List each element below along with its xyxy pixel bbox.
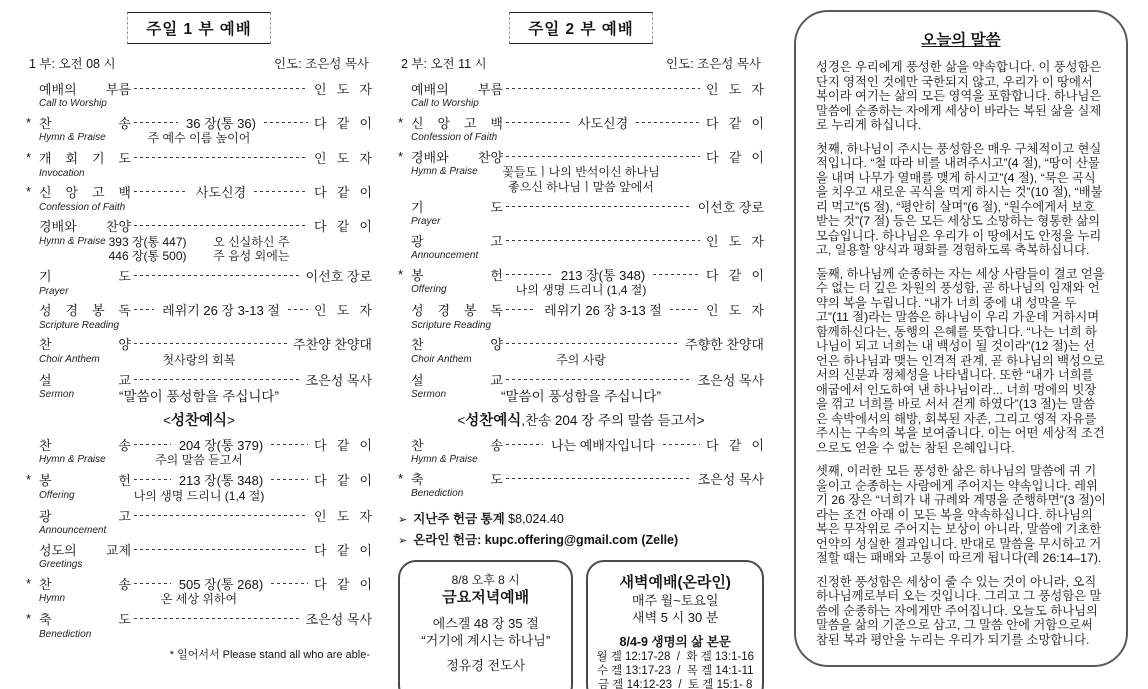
service-item [26,370,372,406]
service-item-subline [398,487,764,500]
dotted-leader [134,88,308,89]
item-note: 주의 말씀 듣고서 [155,453,243,467]
service-time: 2 부: 오전 11 시 [401,57,487,71]
item-english-label: Hymn & Praise [39,132,106,143]
friday-service-box-line: 8/8 오후 8 시 [451,573,520,587]
stand-asterisk: * [26,150,32,165]
service-item [398,113,764,144]
item-performer: 다 같 이 [706,267,765,283]
offering-note-rest: $8,024.40 [504,512,564,526]
item-label: 찬 양 [411,337,503,352]
item-english-label: Sermon [39,389,75,400]
item-english-label: Choir Anthem [411,353,472,365]
item-performer: 인 도 자 [706,303,764,318]
heading-rest-text: ,찬송 204 장 주의 말씀 듣고서 [521,413,697,428]
service-item-line [398,231,764,249]
item-center-text: 레위기 26 장 3-13 절 [162,303,280,318]
item-performer: 다 같 이 [314,437,373,453]
service-item-subline [26,592,372,607]
service-item-line [26,435,372,453]
service-item-line [398,370,764,388]
item-english-label: Benediction [39,628,92,640]
service-item-subline [26,97,372,110]
service-item [26,79,372,110]
item-center-text: 사도신경 [577,115,629,131]
service-item-line [26,217,372,235]
service-item-line [26,301,372,319]
item-note: 주의 사랑 [556,352,606,367]
item-performer: 다 같 이 [314,219,372,234]
stand-asterisk: * [26,114,32,130]
heading-bracket: < [163,413,171,428]
service-item-line [398,197,764,215]
service-item-subline [26,453,372,468]
service-item-subline [26,285,372,298]
service-title: 주일 2 부 예배 [509,12,652,44]
dawn-service-box-line: 월 겔 12:17-28 / 화 겔 13:1-16 [596,651,754,663]
service-item-subline [398,319,764,332]
service-header-line [398,54,764,72]
heading-bracket: > [696,413,705,428]
item-note: 나의 생명 드리니 (1,4 절) [133,488,265,503]
friday-service-box [398,560,573,689]
dotted-leader [271,444,308,445]
item-performer: 다 같 이 [314,115,373,131]
service-item-subline [26,524,372,537]
item-label: 성 경 봉 독 [411,303,503,318]
item-label: 설 교 [411,372,503,388]
item-english-label: Call to Worship [39,98,107,109]
service-item [26,471,372,504]
service-item-subline [26,201,372,214]
dawn-service-box-line: 수 겔 13:17-23 / 목 겔 14:1-11 [596,665,754,677]
service-item [26,506,372,537]
service-item-subline [398,165,764,194]
item-english-label: Invocation [39,167,85,179]
item-label: 설 교 [39,372,131,388]
dotted-leader [134,479,171,480]
service-item [26,540,372,571]
todays-word-paragraph: 첫째, 하나님이 주시는 풍성함은 매우 구체적이고 현실적입니다. “철 따라 비를 내려주시고”(4 절), “땅이 산물을 내며 나무가 열매를 맺게 하시고”(4 절), “묵은 곡식을 치우고 새로운 곡식을 먹게 하시는 것”(10 절), “배불리 먹고”(5 절), “평안히 살며”(6 절), “원수에게서 보호받는 것”(7 절) 등은 모든 세상도 소망하는 형통한 삶의 모습입니다. 하나님은 우리가 이 땅에서도 안정을 누리고, 일용할 양식과 평화를 경험하도록 축복하십니다. [816,141,1103,257]
item-note: “말씀이 풍성함을 주십니다” [501,389,661,404]
dotted-leader [506,444,543,445]
dotted-leader [134,225,308,226]
stand-asterisk: * [26,184,32,199]
offering-note-bold: 지난주 헌금 통계 [413,512,505,526]
item-performer: 다 같 이 [314,576,373,592]
dawn-service-box [586,560,764,689]
item-english-label: Hymn [39,593,66,604]
dotted-leader [254,191,308,192]
dotted-leader [134,583,171,584]
dawn-service-box-line: 새벽예배(온라인) [619,574,731,591]
item-label: 예배의 부름 [411,81,503,97]
item-performer: 주찬양 찬양대 [293,337,372,352]
service-item-subline [26,489,372,504]
dotted-leader [506,156,700,157]
item-label: 예배의 부름 [39,81,131,97]
heading-bracket: < [457,413,466,428]
item-english-label: Announcement [411,250,479,261]
item-label: 광 고 [411,233,503,249]
item-english-label: Announcement [39,525,107,536]
service-item [26,267,372,298]
item-english-label: Prayer [411,216,441,227]
service-item [398,197,764,228]
friday-service-box-line: 금요저녁예배 [442,589,530,606]
item-label: 찬 송 [39,576,131,592]
service-item [398,79,764,110]
item-english-label: Greetings [39,559,83,570]
dotted-leader [134,275,300,276]
friday-service-box-line: “거기에 계시는 하나님” [421,633,551,648]
item-performer: 다 같 이 [706,437,765,453]
offering-note-text [413,530,678,548]
dotted-leader [134,379,300,380]
item-performer: 다 같 이 [706,149,764,165]
service-item-line [398,435,764,453]
service-item-subline [26,353,372,368]
item-performer: 다 같 이 [706,115,765,131]
todays-word-panel [794,10,1128,667]
service-item-line [26,79,372,97]
service-leader: 인도: 조은성 목사 [666,57,761,71]
stand-asterisk: * [26,611,32,626]
item-english-label: Confession of Faith [39,201,126,213]
service-item-line [26,335,372,353]
item-english-label: Sermon [411,389,447,400]
item-label: 개 회 기 도 [39,151,131,166]
service-item-line [26,471,372,489]
todays-word-paragraph: 셋째, 이러한 모든 풍성한 삶은 하나님의 말씀에 귀 기울이고 순종하는 사람에게 주어지는 약속입니다. 레위기 26 장은 “너희가 내 규례와 계명을 준행하면”(3 절)이라는 조건 아래 이 모든 복을 약속하십니다. 하나님의 복은 무작위로 주어지는 보상이 아니라, 말씀에 기초한 언약의 성실한 결과입니다. 반대로 말씀을 무시하고 거절할 때는 패배와 고통이 따르게 됩니다(레 26:14–17). [816,464,1106,565]
item-label: 광 고 [39,508,131,524]
item-label: 신 앙 고 백 [411,115,503,131]
item-performer: 인 도 자 [314,303,372,318]
item-english-label: Hymn & Praise [411,454,478,465]
item-performer: 조은성 목사 [305,612,372,627]
item-center-text: 505 장(통 268) [178,576,264,592]
item-center-text: 사도신경 [195,185,247,200]
item-label: 경배와 찬양 [411,149,503,165]
item-note: 좋으신 하나님ㅣ말씀 앞에서 [508,179,654,194]
item-label: 찬 송 [411,437,503,453]
item-performer: 인 도 자 [314,81,372,97]
dotted-leader [506,122,570,123]
heading-bracket: > [227,413,235,428]
service-item-subline [398,353,764,368]
service-item-line [26,149,372,167]
dotted-leader [134,309,154,310]
item-performer: 조은성 목사 [305,372,372,388]
dawn-service-box-line: 매주 월~토요일 [631,593,719,608]
item-performer: 인 도 자 [706,233,764,249]
item-label: 봉 헌 [411,267,503,283]
dotted-leader [506,88,700,89]
service-item-line [26,540,372,558]
item-performer: 인 도 자 [314,508,372,524]
item-label: 신 앙 고 백 [39,185,131,200]
service-item [398,231,764,262]
service-item-line [26,574,372,592]
offering-notes [398,509,764,548]
item-performer: 이선호 장로 [305,269,372,284]
item-note: 446 장(통 500) 주 음성 외에는 [108,249,290,263]
item-performer: 인 도 자 [314,151,372,166]
stand-asterisk: * [26,575,32,591]
dotted-leader [134,618,300,619]
item-english-label: Hymn & Praise [411,166,478,177]
service-item [398,435,764,466]
arrow-bullet-icon: ➢ [398,514,408,526]
todays-word-body [816,60,1106,647]
service-item-subline [398,215,764,228]
item-english-label: Offering [411,284,447,295]
item-note: 온 세상 위하여 [160,592,238,606]
item-center-text: 36 장(통 36) [186,115,256,131]
item-label: 봉 헌 [39,473,131,488]
item-label: 경배와 찬양 [39,219,131,234]
service-item-subline [26,235,372,264]
dotted-leader [288,309,308,310]
dawn-service-box-line: 금 겔 14:12-23 / 토 겔 15:1- 8 [598,679,753,689]
dotted-leader [506,309,536,310]
service-item [26,183,372,214]
item-performer: 조은성 목사 [697,372,764,388]
item-label: 성도의 교제 [39,542,131,558]
service-item-line [26,370,372,388]
service-item-line [398,147,764,165]
item-performer: 이선호 장로 [697,199,764,215]
service-item [26,217,372,264]
dawn-service-box-line: 8/4-9 생명의 삶 본문 [619,635,731,649]
service-item [398,265,764,298]
dotted-leader [134,515,308,516]
service-item-subline [26,388,372,406]
item-english-label: Offering [39,489,75,501]
item-english-label: Confession of Faith [411,132,498,143]
dawn-service-box-line: 새벽 5 시 30 분 [632,610,719,625]
dotted-leader [134,444,171,445]
item-label: 찬 양 [39,337,131,352]
offering-note-text [413,509,564,527]
dotted-leader [506,379,692,380]
todays-word-paragraph: 성경은 우리에게 풍성한 삶을 약속합니다. 이 풍성함은 단지 영적인 것에만 국한되지 않고, 우리가 이 땅에서 복이라 여기는 삶의 모든 영역을 포함합니다. 하나님은 말씀에 순종하는 자에게 세상이 바라는 복된 삶을 실제로 누리게 하십니다. [816,60,1102,132]
dotted-leader [271,583,308,584]
service-item-subline [398,453,764,466]
item-english-label: Call to Worship [411,98,479,109]
dotted-leader [663,444,700,445]
dotted-leader [506,274,553,275]
offering-note-bold: 온라인 헌금: kupc.offering@gmail.com (Zelle) [413,533,679,547]
item-label: 성 경 봉 독 [39,303,131,318]
item-english-label: Hymn & Praise [39,454,106,465]
service-header-line [26,54,372,72]
service-title-box [398,12,764,44]
service-item [398,147,764,194]
service-item-line [398,79,764,97]
item-label: 축 도 [39,612,131,627]
service-item-subline [26,628,372,641]
service-time: 1 부: 오전 08 시 [29,57,116,71]
item-center-text: 나는 예배자입니다 [550,437,656,453]
service-item-subline [26,131,372,146]
item-center-text: 레위기 26 장 3-13 절 [544,303,662,318]
dotted-leader [264,122,308,123]
item-label: 기 도 [411,199,503,215]
service-item-line [398,469,764,487]
service-item-subline [398,249,764,262]
stand-asterisk: * [398,266,404,282]
arrow-bullet-icon: ➢ [398,535,408,547]
service-item [26,610,372,641]
item-performer: 다 같 이 [314,542,372,558]
item-performer: 주향한 찬양대 [685,337,764,352]
dotted-leader [506,206,692,207]
service-item [398,370,764,406]
service-item-subline [26,558,372,571]
item-english-label: Benediction [411,488,464,499]
item-label: 찬 송 [39,115,131,131]
stand-asterisk: * [398,114,404,130]
item-note: 393 장(통 447) 오 신실하신 주 [108,234,290,249]
dotted-leader [506,478,692,479]
item-performer: 다 같 이 [314,185,373,200]
service-item-subline [398,388,764,406]
item-english-label: Scripture Reading [39,319,120,331]
offering-note [398,530,764,548]
heading-bold-text: 성찬예식 [465,413,522,429]
announcement-boxes [398,560,764,689]
stand-asterisk: * [398,470,404,486]
dotted-leader [506,343,679,344]
dotted-leader [506,240,700,241]
todays-word-paragraph: 진정한 풍성함은 세상이 줄 수 있는 것이 아니라, 오직 하나님께로부터 오는 것입니다. 그리고 그 풍성함은 말씀에 순종하는 자에게만 주어집니다. 오늘도 하나님의 말씀을 삶의 기준으로 삼고, 그 말씀 안에 거함으로써 참된 복과 평안을 누리는 우리가 되기를 소망합니다. [816,574,1102,647]
item-note: 꽃들도ㅣ나의 반석이신 하나님 [502,165,660,179]
item-note: 주 예수 이름 높이어 [147,131,251,145]
service-item [398,469,764,500]
service-item-line [398,265,764,283]
communion-heading [26,409,372,430]
service-item-line [26,113,372,131]
item-center-text: 213 장(통 348) [560,267,646,283]
item-center-text: 204 장(통 379) [178,437,264,453]
stand-asterisk: * [26,472,32,487]
service-title: 주일 1 부 예배 [127,12,270,44]
dotted-leader [670,309,700,310]
friday-service-box-line: 에스겔 48 장 35 절 [432,616,539,631]
dotted-leader [134,549,308,550]
service-item-line [26,267,372,285]
service-item-subline [26,319,372,332]
todays-word-paragraph: 둘째, 하나님께 순종하는 자는 세상 사람들이 결코 얻을 수 없는 더 깊은 차원의 풍성함, 곧 하나님의 임재와 언약의 복을 누립니다. “내가 너희 중에 내 성막을 두고”(11 절)라는 말씀은 하나님이 우리 가운데 거하시며 함께하신다는, 동행의 은혜를 뜻합니다. “나는 너희 하나님이 되고 너희는 내 백성이 될 것이라”(12 절)는 선언은 하나님과 맺는 인격적 관계, 곧 하나님의 백성으로서의 신분과 정체성을 나타냅니다. 또한 “내가 너희를 애굽에서 인도하여 낸 하나님이라... 너희 멍에의 빗장을 꺾고 너희를 바로 서서 걷게 하였다”(13 절)는 말씀은 속박에서의 해방, 회복된 자존, 그리고 영적 자유를 주시는 구속의 복을 보여줍니다. 이는 어떤 세상적 조건으로도 얻을 수 없는 참된 은혜입니다. [816,266,1105,455]
dotted-leader [134,157,308,158]
stand-footnote: * 일어서서 Please stand all who are able- [169,648,370,661]
service-item-line [26,506,372,524]
dotted-leader [134,191,188,192]
dotted-leader [134,122,178,123]
service-item-line [26,610,372,628]
service-1-column [26,12,372,662]
service-item-line [398,335,764,353]
stand-asterisk: * [398,148,404,164]
item-label: 축 도 [411,471,503,487]
item-english-label: Scripture Reading [411,319,492,331]
heading-bold-text: 성찬예식 [170,413,228,429]
dotted-leader [134,343,287,344]
item-performer: 조은성 목사 [697,471,764,487]
item-note: 첫사랑의 회복 [162,352,236,367]
item-label: 기 도 [39,269,131,284]
service-item [26,113,372,146]
service-item-subline [398,131,764,144]
communion-heading [398,409,764,430]
item-performer: 인 도 자 [706,81,764,97]
service-item [26,574,372,607]
service-title-box [26,12,372,44]
service-item-line [398,113,764,131]
dotted-leader [271,479,308,480]
item-english-label: Prayer [39,285,69,297]
service-2-column [398,12,764,689]
friday-service-box-line: 정유경 전도사 [446,658,526,673]
item-note: 나의 생명 드리니 (1,4 절) [515,283,647,297]
service-item-subline [26,167,372,180]
service-item [26,301,372,332]
service-item [26,435,372,468]
offering-note [398,509,764,527]
service-item-line [398,301,764,319]
dotted-leader [636,122,700,123]
todays-word-title: 오늘의 말씀 [921,32,1001,49]
service-item-line [26,183,372,201]
service-leader: 인도: 조은성 목사 [274,57,369,71]
dotted-leader [653,274,700,275]
service-item-subline [398,97,764,110]
service-item-subline [398,283,764,298]
item-performer: 다 같 이 [314,473,373,488]
item-label: 찬 송 [39,437,131,453]
item-english-label: Hymn & Praise [39,235,106,247]
service-item [398,301,764,332]
service-item [26,149,372,180]
service-item [26,335,372,368]
service-item [398,335,764,368]
item-note: “말씀이 풍성함을 주십니다” [119,389,279,404]
item-english-label: Choir Anthem [39,353,100,365]
item-center-text: 213 장(통 348) [178,473,264,488]
